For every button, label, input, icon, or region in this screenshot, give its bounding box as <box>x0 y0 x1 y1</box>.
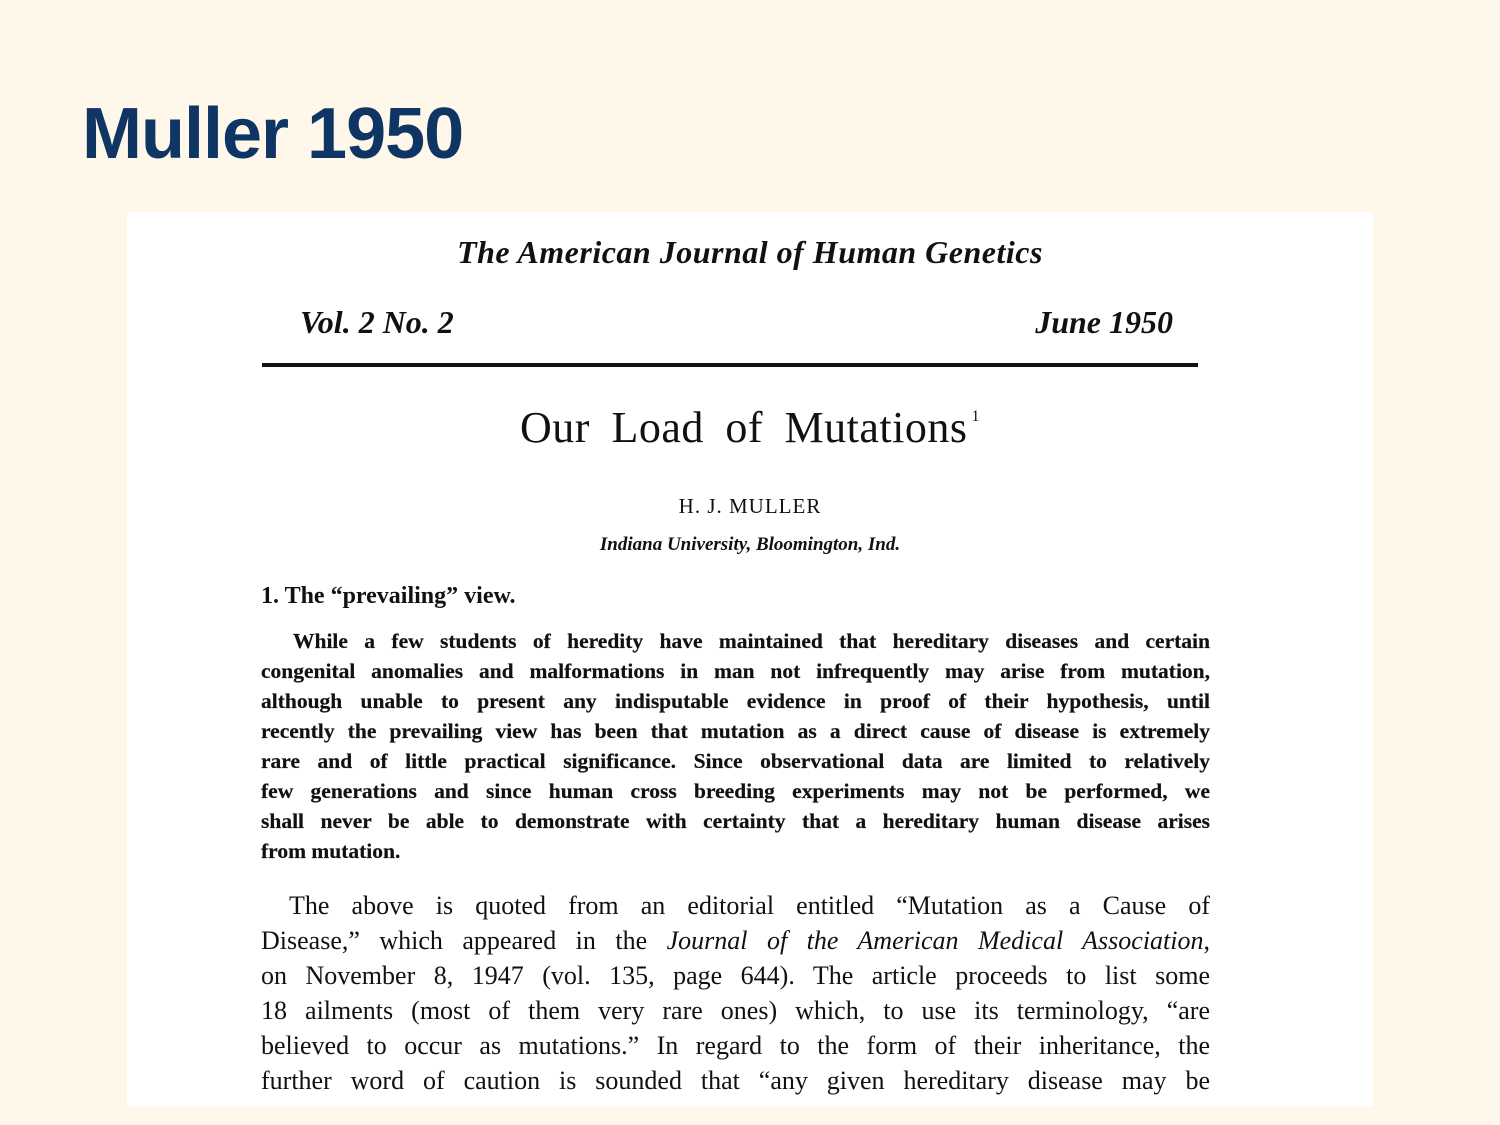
quote-line: recently the prevailing view has been that mutation as a direct cause of disease is extremely <box>261 719 1210 743</box>
author-affiliation: Indiana University, Bloomington, Ind. <box>599 534 901 555</box>
footnote-marker: 1 <box>971 408 980 425</box>
body-line: believed to occur as mutations.” In regard to the form of their inheritance, the <box>261 1031 1210 1060</box>
section-heading: 1. The “prevailing” view. <box>261 583 516 609</box>
article-title <box>127 402 1373 453</box>
body-text-segment: , <box>1203 926 1210 955</box>
header-rule <box>262 363 1198 367</box>
quote-line: from mutation. <box>261 839 401 863</box>
body-paragraph <box>261 888 1210 1098</box>
article-title-text: Our Load of Mutations <box>520 403 968 452</box>
quote-line: While a few students of heredity have maintained that hereditary diseases and certain <box>293 629 1210 653</box>
quote-line: few generations and since human cross breeding experiments may not be performed, we <box>261 779 1210 803</box>
journal-name: The American Journal of Human Genetics <box>457 234 1043 270</box>
quote-line: congenital anomalies and malformations in man not infrequently may arise from mutation, <box>261 659 1210 683</box>
quote-line: rare and of little practical significance. Since observational data are limited to relatively <box>261 749 1210 773</box>
body-line: The above is quoted from an editorial entitled “Mutation as a Cause of <box>289 891 1210 920</box>
body-line: on November 8, 1947 (vol. 135, page 644). The article proceeds to list some <box>261 961 1210 990</box>
body-line: further word of caution is sounded that “any given hereditary disease may be <box>261 1066 1210 1095</box>
issue-date: June 1950 <box>1035 304 1173 340</box>
quote-line: shall never be able to demonstrate with certainty that a hereditary human disease arises <box>261 809 1210 833</box>
quote-line: although unable to present any indisputable evidence in proof of their hypothesis, until <box>261 689 1210 713</box>
volume-number: Vol. 2 No. 2 <box>300 304 454 340</box>
body-text-segment: Disease,” which appeared in the <box>261 926 667 955</box>
jama-citation: Journal of the American Medical Association <box>666 926 1204 955</box>
body-line <box>261 923 1210 958</box>
slide-title: Muller 1950 <box>82 94 464 174</box>
block-quote <box>261 626 1210 866</box>
paper-excerpt <box>127 212 1373 1106</box>
author-name: H. J. MULLER <box>678 494 822 518</box>
body-line: 18 ailments (most of them very rare ones) which, to use its terminology, “are <box>261 996 1210 1025</box>
